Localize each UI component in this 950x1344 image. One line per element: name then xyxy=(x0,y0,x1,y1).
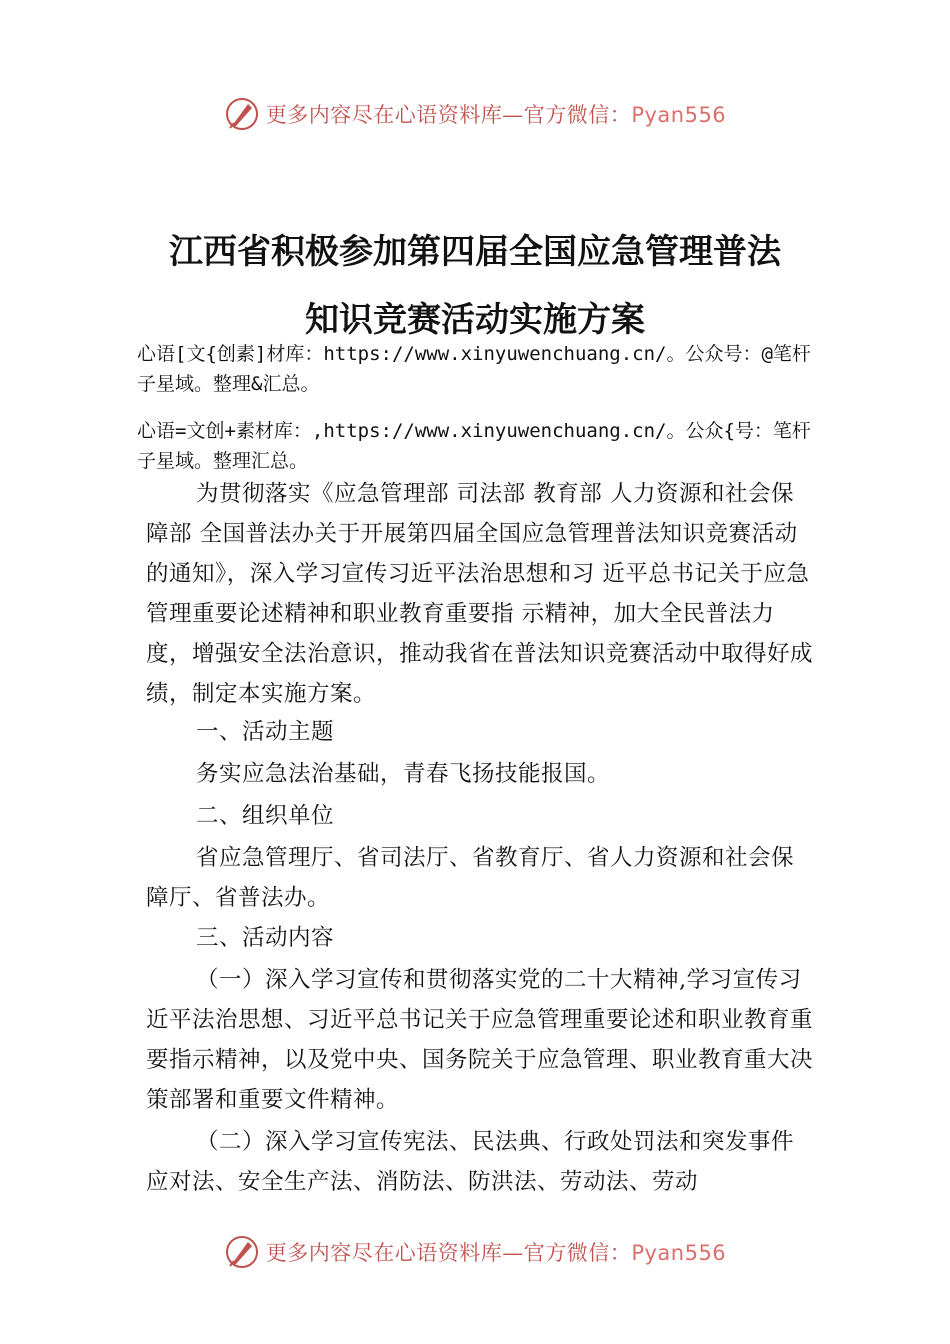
intro-paragraph: 为贯彻落实《应急管理部 司法部 教育部 人力资源和社会保障部 全国普法办关于开展第四届全国应急管理普法知识竞赛活动的通知》，深入学习宣传习近平法治思想和习 近平总书记关于应急管理重要论述精神和职业教育重要指 示精神，加大全民普法力度，增强安全法治意识，推动我省在普法知识竞赛活动中取得好成绩，制定本实施方案。 xyxy=(146,481,814,707)
theme-paragraph: 务实应急法治基础，青春飞扬技能报国。 xyxy=(196,761,611,787)
source-watermark-line: 心语=文创+素材库：,https://www.xinyuwenchuang.cn/。公众{号：笔杆子星域。整理汇总。 xyxy=(137,420,811,472)
quill-logo-icon xyxy=(224,1234,260,1270)
footer-banner xyxy=(0,1232,950,1272)
content-item-2: （二）深入学习宣传宪法、民法典、行政处罚法和突发事件应对法、安全生产法、消防法、防洪法、劳动法、劳动 xyxy=(146,1129,795,1195)
content-item-1: （一）深入学习宣传和贯彻落实党的二十大精神,学习宣传习近平法治思想、习近平总书记关于应急管理重要论述和职业教育重要指示精神，以及党中央、国务院关于应急管理、职业教育重大决策部署和重要文件精神。 xyxy=(146,967,814,1113)
banner-text: 更多内容尽在心语资料库—官方微信：Pyan556 xyxy=(265,1241,727,1265)
banner-account: Pyan556 xyxy=(631,1241,727,1265)
banner-text: 更多内容尽在心语资料库—官方微信：Pyan556 xyxy=(265,103,727,127)
section-heading-content: 三、活动内容 xyxy=(196,925,335,951)
header-banner xyxy=(0,94,950,134)
document-title-line-2: 知识竞赛活动实施方案 xyxy=(305,300,645,340)
organizers-paragraph: 省应急管理厅、省司法厅、省教育厅、省人力资源和社会保障厅、省普法办。 xyxy=(146,845,795,911)
banner-account: Pyan556 xyxy=(631,103,727,127)
document-title-line-1: 江西省积极参加第四届全国应急管理普法 xyxy=(169,232,781,272)
section-heading-organizers: 二、组织单位 xyxy=(196,803,335,829)
section-heading-theme: 一、活动主题 xyxy=(196,719,335,745)
source-watermark-line: 心语[文{创素]材库：https://www.xinyuwenchuang.cn/。公众号：@笔杆子星域。整理&汇总。 xyxy=(137,343,811,395)
quill-logo-icon xyxy=(224,96,260,132)
